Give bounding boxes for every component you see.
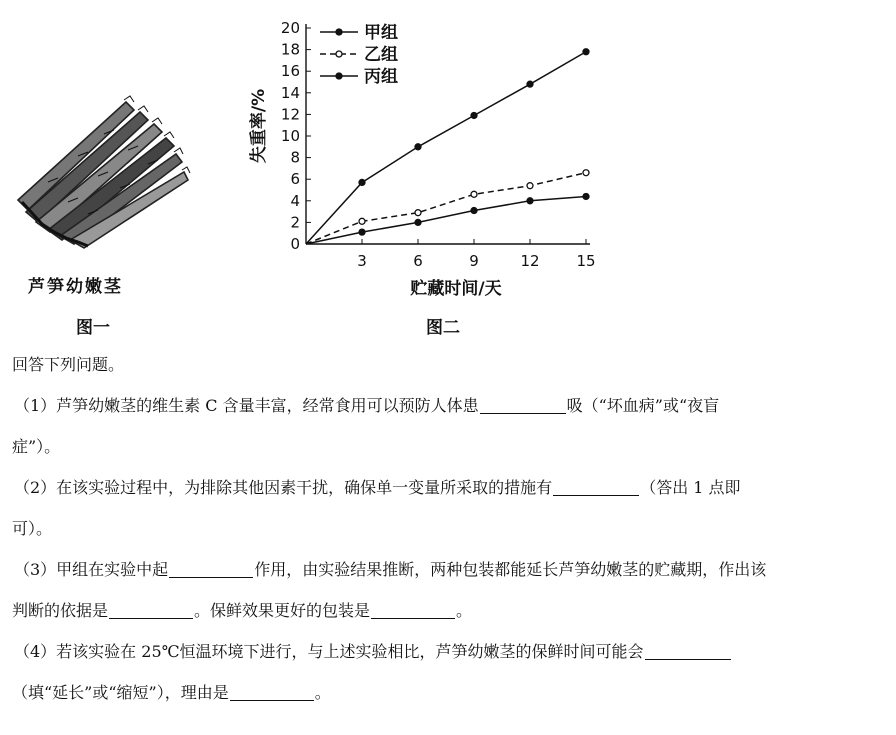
y-tick-label: 2: [290, 213, 300, 232]
answer-blank-1[interactable]: [480, 395, 566, 414]
weight-loss-line-chart: [240, 10, 610, 310]
question-1-line-2: 症”）。: [12, 437, 61, 456]
y-tick-label: 20: [280, 19, 300, 37]
question-1-text-b: 吸（“坏血病”或“夜盲: [566, 396, 720, 415]
legend-label-3: 丙组: [364, 67, 398, 87]
question-2-line-1: [12, 467, 887, 508]
data-point: [415, 219, 421, 225]
question-2-text-a: （2）在该实验过程中，为排除其他因素干扰，确保单一变量所采取的措施有: [14, 478, 553, 497]
question-4-line-2: [12, 672, 887, 713]
y-tick-label: 10: [280, 127, 300, 145]
question-3-line-2: [12, 590, 887, 631]
legend-label-2: 乙组: [364, 45, 398, 65]
answer-blank-4[interactable]: [109, 600, 193, 619]
y-tick-label: 12: [280, 105, 300, 124]
x-tick-label: 12: [520, 252, 540, 270]
question-4-text-a: （4）若该实验在 25℃恒温环境下进行，与上述实验相比，芦笋幼嫩茎的保鲜时间可能会: [14, 642, 644, 661]
legend-marker-3: [336, 73, 342, 79]
question-4-line-1: [12, 631, 887, 672]
question-3-text-a: （3）甲组在实验中起: [14, 560, 169, 579]
x-tick-label: 3: [357, 252, 367, 270]
figure1-label: 芦笋幼嫩茎: [28, 277, 123, 297]
series-line-2: [306, 173, 586, 244]
answer-blank-7[interactable]: [230, 682, 314, 701]
data-point: [583, 193, 589, 199]
asparagus-icon: [8, 90, 208, 260]
x-tick-label: 9: [469, 252, 479, 270]
data-point: [527, 81, 533, 87]
y-tick-label: 16: [280, 62, 300, 81]
figure2-caption: 图二: [426, 318, 460, 338]
question-3-text-e: 。: [456, 601, 473, 620]
question-1-text-a: （1）芦笋幼嫩茎的维生素 C 含量丰富，经常食用可以预防人体患: [14, 396, 479, 415]
question-text: [12, 344, 887, 713]
asparagus-illustration: [8, 90, 208, 340]
question-3-text-d: 。保鲜效果更好的包装是: [194, 601, 371, 620]
legend-label-1: 甲组: [364, 23, 398, 43]
data-point: [415, 210, 421, 216]
data-point: [527, 183, 533, 189]
data-point: [471, 191, 477, 197]
data-point: [471, 112, 477, 118]
data-point: [527, 198, 533, 204]
question-intro: 回答下列问题。: [12, 355, 125, 374]
answer-blank-5[interactable]: [371, 600, 455, 619]
x-axis-label: 贮藏时间/天: [410, 279, 502, 299]
data-point: [583, 170, 589, 176]
question-3-text-c: 判断的依据是: [12, 601, 109, 620]
data-point: [359, 179, 365, 185]
y-tick-label: 0: [290, 235, 300, 253]
data-point: [415, 144, 421, 150]
y-tick-label: 14: [280, 83, 300, 102]
data-point: [359, 218, 365, 224]
data-point: [583, 49, 589, 55]
x-tick-label: 6: [413, 252, 423, 270]
question-1-line-1: [12, 385, 887, 426]
data-point: [359, 229, 365, 235]
answer-blank-3[interactable]: [169, 559, 253, 578]
data-point: [471, 208, 477, 214]
legend-marker-1: [336, 29, 342, 35]
question-3-line-1: [12, 549, 887, 590]
legend-marker-2: [336, 51, 342, 57]
question-4-text-b: （填“延长”或“缩短”），理由是: [12, 683, 229, 702]
figure1-caption: 图一: [76, 318, 110, 338]
y-tick-label: 18: [280, 40, 300, 59]
y-tick-label: 6: [290, 170, 300, 189]
question-2-line-2: 可）。: [12, 519, 53, 538]
question-4-text-c: 。: [314, 683, 331, 702]
y-tick-label: 4: [290, 191, 300, 210]
y-axis-label: 失重率/%: [249, 88, 269, 164]
x-tick-label: 15: [576, 252, 596, 270]
series-line-3: [306, 196, 586, 244]
question-3-text-b: 作用，由实验结果推断，两种包装都能延长芦笋幼嫩茎的贮藏期，作出该: [254, 560, 767, 579]
series-line-1: [306, 52, 586, 244]
answer-blank-6[interactable]: [645, 641, 731, 660]
question-2-text-b: （答出 1 点即: [640, 478, 741, 497]
answer-blank-2[interactable]: [553, 477, 639, 496]
y-tick-label: 8: [290, 148, 300, 167]
